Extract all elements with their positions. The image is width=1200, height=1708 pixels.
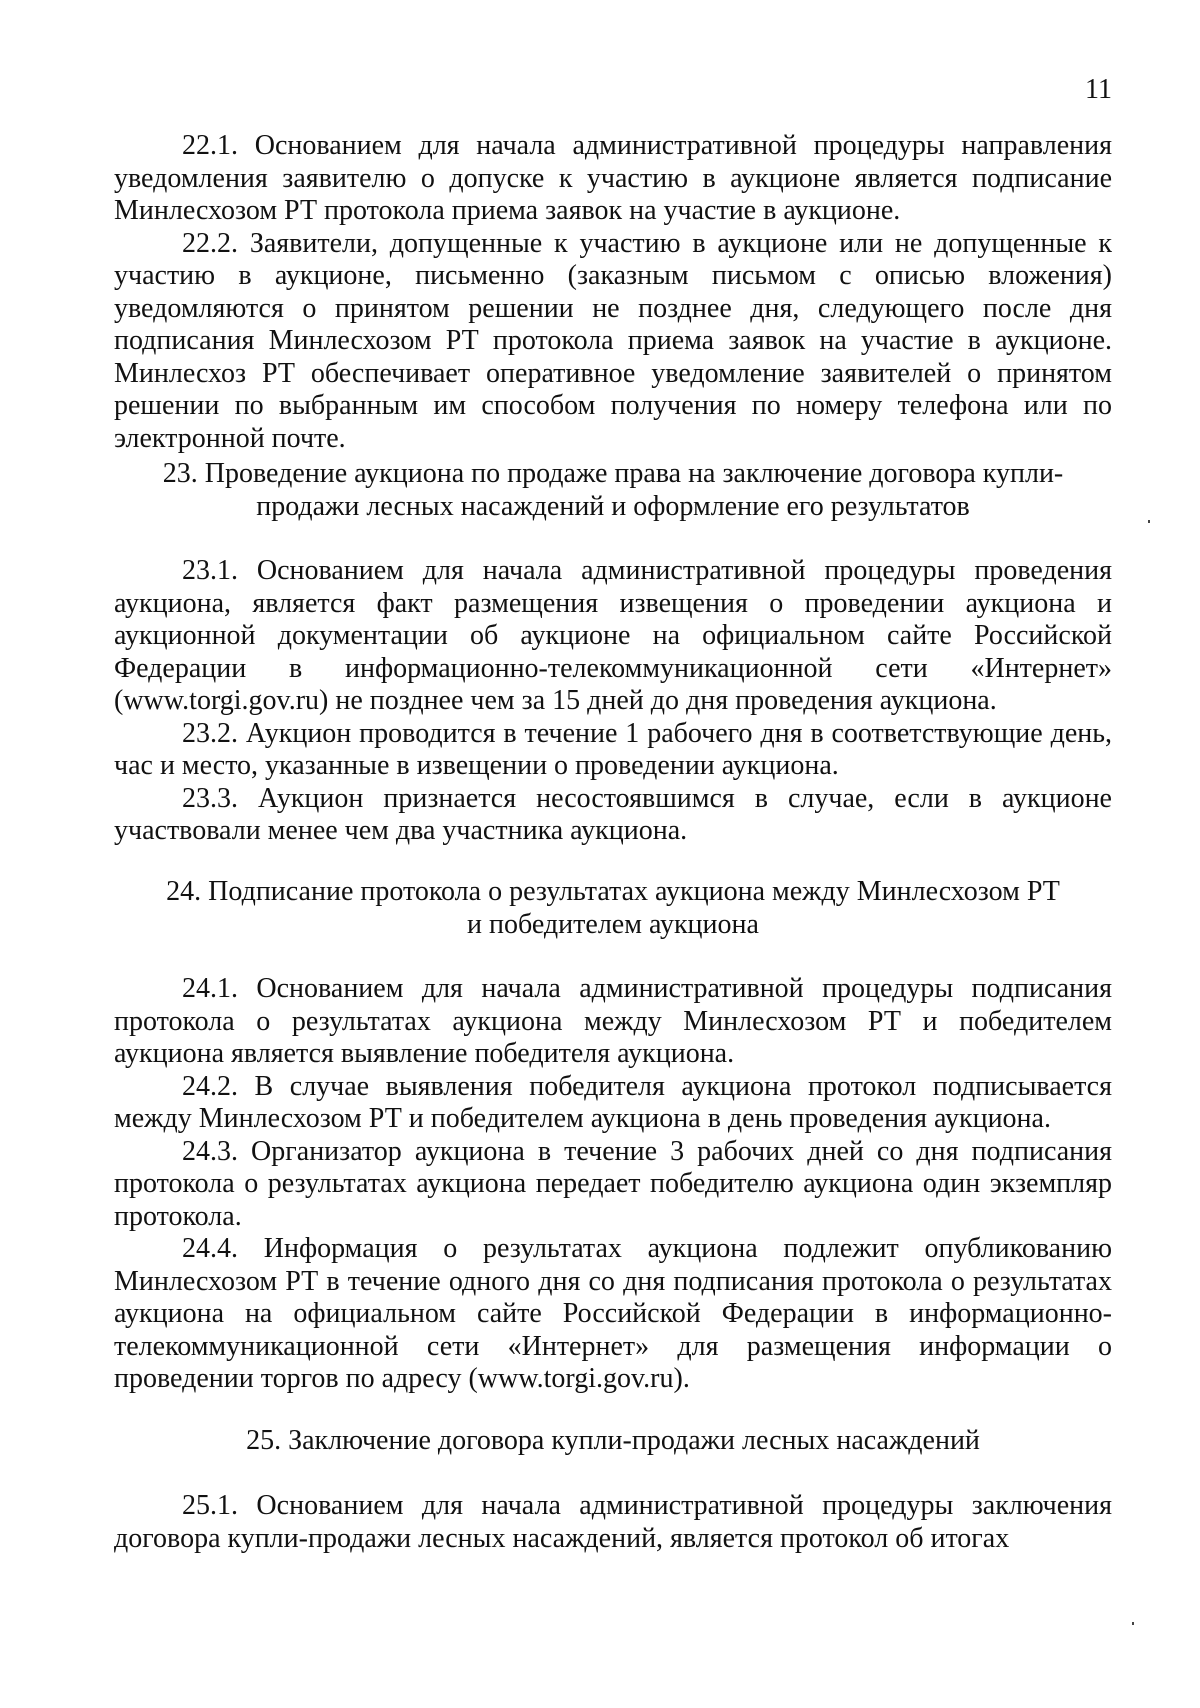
section-24-block <box>114 973 1112 1396</box>
section-24-heading <box>114 876 1112 941</box>
section-23-heading <box>114 458 1112 523</box>
paragraph-24-3: 24.3. Организатор аукциона в течение 3 рабочих дней со дня подписания протокола о результатах аукциона передает победителю аукциона один экземпляр протокола. <box>114 1135 1112 1232</box>
paragraph-24-2: 24.2. В случае выявления победителя аукциона протокол подписывается между Минлесхозом РТ и победителем аукциона в день проведения аукциона. <box>114 1070 1112 1134</box>
paragraph-23-1: 23.1. Основанием для начала административной процедуры проведения аукциона, является факт размещения извещения о проведении аукциона и аукционной документации об аукционе на официальном сайте Российской Федерации в информационно-телекоммуникационной сети «Интернет» (www.torgi.gov.ru) не позднее чем за 15 дней до дня проведения аукциона. <box>114 555 1112 716</box>
section-25-block <box>114 1490 1112 1555</box>
page-number: 11 <box>1085 74 1112 105</box>
section-25-heading <box>114 1425 1112 1458</box>
section-23-block <box>114 555 1112 848</box>
heading-25: 25. Заключение договора купли-продажи лесных насаждений <box>246 1425 980 1456</box>
paragraph-23-2: 23.2. Аукцион проводится в течение 1 рабочего дня в соответствующие день, час и место, указанные в извещении о проведении аукциона. <box>114 717 1112 781</box>
heading-23-line-2: продажи лесных насаждений и оформление его результатов <box>256 490 970 522</box>
section-22-block <box>114 130 1112 455</box>
paragraph-25-1: 25.1. Основанием для начала административной процедуры заключения договора купли-продажи лесных насаждений, является протокол об итогах <box>114 1490 1112 1554</box>
scan-speck <box>1148 520 1150 523</box>
paragraph-24-1: 24.1. Основанием для начала административной процедуры подписания протокола о результатах аукциона между Минлесхозом РТ и победителем аукциона является выявление победителя аукциона. <box>114 973 1112 1069</box>
heading-24-line-2: и победителем аукциона <box>467 908 759 940</box>
paragraph-23-3: 23.3. Аукцион признается несостоявшимся в случае, если в аукционе участвовали менее чем два участника аукциона. <box>114 782 1112 846</box>
heading-24-line-1: 24. Подписание протокола о результатах аукциона между Минлесхозом РТ <box>166 876 1060 907</box>
paragraph-22-2: 22.2. Заявители, допущенные к участию в аукционе или не допущенные к участию в аукционе, письменно (заказным письмом с описью вложения) уведомляются о принятом решении не позднее дня, следующего после дня подписания Минлесхозом РТ протокола приема заявок на участие в аукционе. Минлесхоз РТ обеспечивает оперативное уведомление заявителей о принятом решении по выбранным им способом получения по номеру телефона или по электронной почте. <box>114 227 1112 454</box>
paragraph-22-1: 22.1. Основанием для начала административной процедуры направления уведомления заявителю о допуске к участию в аукционе является подписание Минлесхозом РТ протокола приема заявок на участие в аукционе. <box>114 130 1112 226</box>
heading-23-line-1: 23. Проведение аукциона по продаже права на заключение договора купли- <box>162 458 1064 489</box>
scan-speck <box>1132 1622 1134 1625</box>
paragraph-24-4: 24.4. Информация о результатах аукциона подлежит опубликованию Минлесхозом РТ в течение одного дня со дня подписания протокола о результатах аукциона на официальном сайте Российской Федерации в информационно-телекоммуникационной сети «Интернет» для размещения информации о проведении торгов по адресу (www.torgi.gov.ru). <box>114 1233 1112 1394</box>
